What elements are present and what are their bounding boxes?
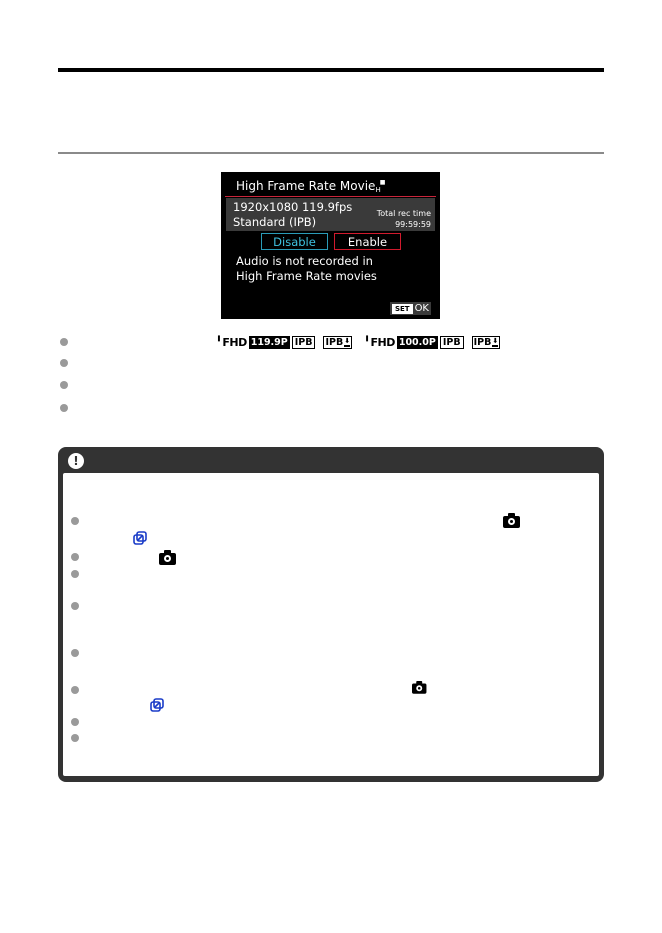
quality-text: Standard (IPB) xyxy=(233,215,317,229)
total-rec-value: 99:59:59 xyxy=(395,220,431,229)
movie-info-panel xyxy=(226,198,435,231)
caution-bullet-3 xyxy=(71,570,79,578)
set-label: SET xyxy=(392,304,413,314)
disable-button[interactable]: Disable xyxy=(261,233,328,250)
audio-note-line2: High Frame Rate movies xyxy=(236,269,377,283)
fhd-icon: ▌FHD xyxy=(218,335,247,349)
top-rule xyxy=(58,68,604,72)
caution-bullet-4 xyxy=(71,602,79,610)
caution-bullet-8 xyxy=(71,734,79,742)
bullet-1 xyxy=(60,338,68,346)
caution-bullet-1 xyxy=(71,517,79,525)
resolution-text: 1920x1080 119.9fps xyxy=(233,200,353,214)
camera-menu-screen xyxy=(221,172,440,319)
screen-title: High Frame Rate Movie$_H$■ xyxy=(236,179,386,194)
ipb-icon-2: IPB xyxy=(440,336,464,349)
link-icon[interactable] xyxy=(150,698,164,712)
caution-box xyxy=(58,447,604,782)
bullet-2 xyxy=(60,359,68,367)
recording-size-icons xyxy=(218,334,500,350)
bullet-4 xyxy=(60,404,68,412)
enable-button[interactable]: Enable xyxy=(334,233,401,250)
ipb-light-icon: IPB ⬇ xyxy=(325,336,351,348)
ipb-light-icon-2: IPB ⬇ xyxy=(473,336,499,348)
caution-bullet-6 xyxy=(71,686,79,694)
fhd-icon-2: ▌FHD xyxy=(366,335,395,349)
link-icon[interactable] xyxy=(133,531,147,545)
caution-icon: ! xyxy=(68,453,84,469)
caution-bullet-2 xyxy=(71,553,79,561)
title-divider xyxy=(225,196,436,197)
ipb-icon: IPB xyxy=(292,336,316,349)
set-ok-button[interactable] xyxy=(390,302,431,315)
caution-bullet-5 xyxy=(71,649,79,657)
audio-note-line1: Audio is not recorded in xyxy=(236,254,373,268)
frame-rate-100-icon: 100.0P xyxy=(398,336,436,348)
section-rule xyxy=(58,152,604,154)
ok-label: OK xyxy=(414,303,429,314)
bullet-3 xyxy=(60,381,68,389)
caution-bullet-7 xyxy=(71,718,79,726)
total-rec-label: Total rec time xyxy=(376,209,431,218)
frame-rate-119-icon: 119.9P xyxy=(250,336,288,348)
